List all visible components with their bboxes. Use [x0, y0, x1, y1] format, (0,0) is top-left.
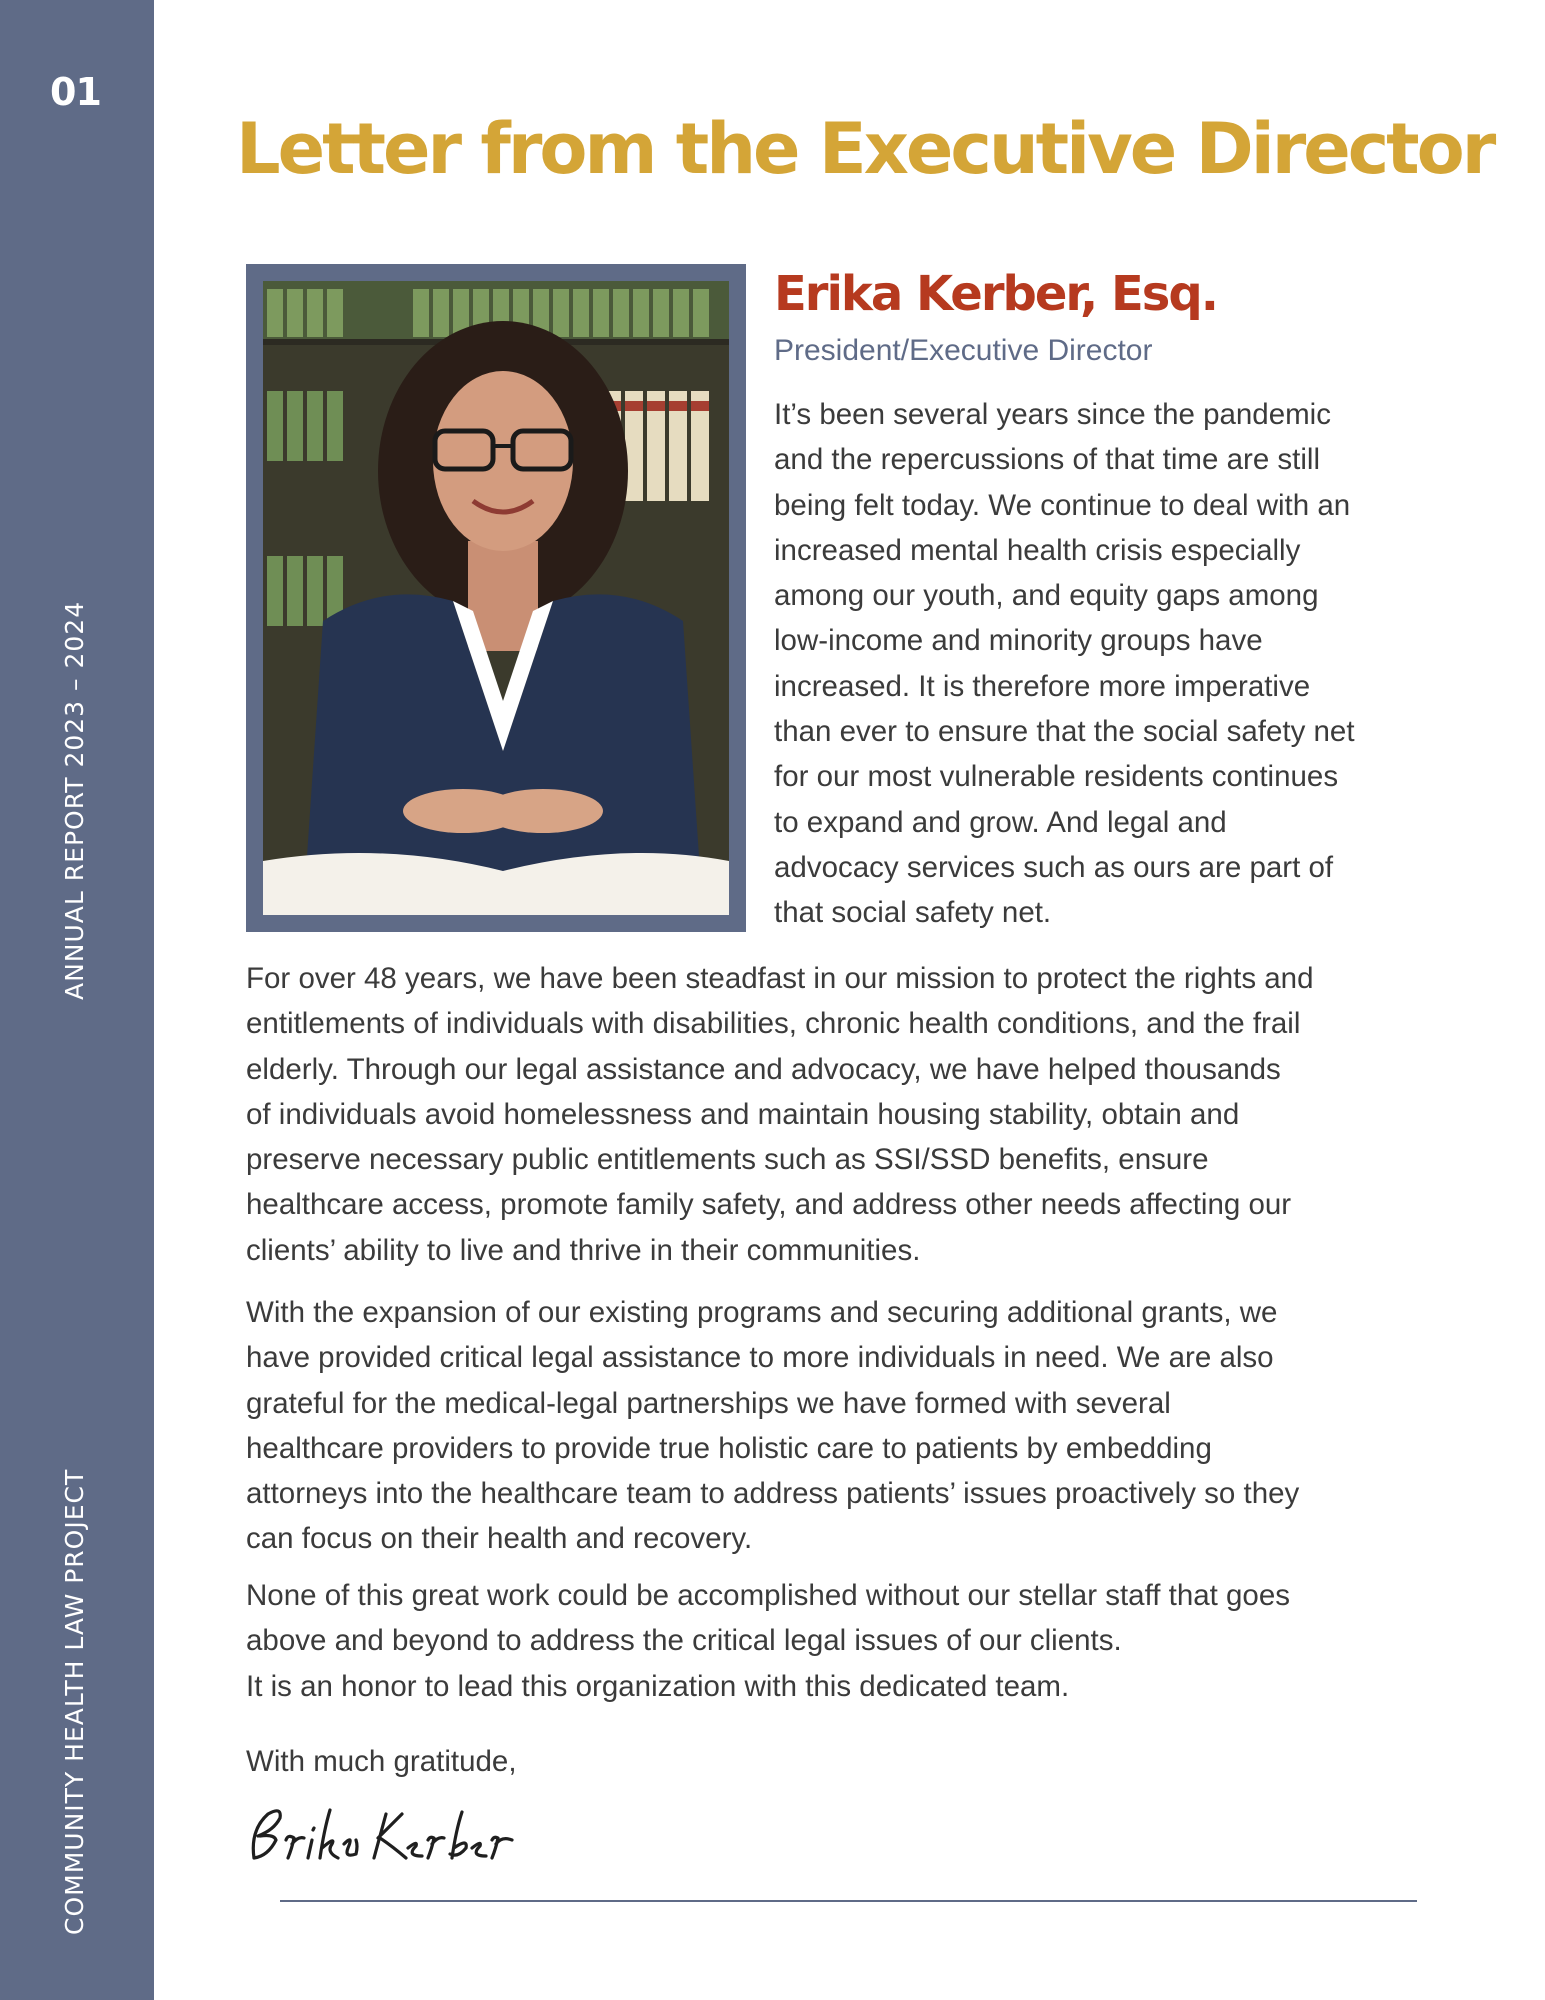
text-line: healthcare providers to provide true holistic care to patients by embedding — [246, 1431, 1212, 1465]
text-line: that social safety net. — [774, 896, 1052, 930]
text-line: have provided critical legal assistance to more individuals in need. We are also — [246, 1341, 1274, 1375]
text-line: advocacy services such as ours are part of — [774, 850, 1334, 884]
sidebar — [0, 0, 154, 2000]
text-line: grateful for the medical-legal partnerships we have formed with several — [246, 1386, 1171, 1420]
text-line: increased mental health crisis especially — [774, 533, 1301, 567]
text-line: preserve necessary public entitlements such as SSI/SSD benefits, ensure — [246, 1143, 1209, 1177]
text-line: clients’ ability to live and thrive in their communities. — [246, 1233, 921, 1267]
page-title: Letter from the Executive Director — [236, 108, 1494, 190]
text-line: than ever to ensure that the social safety net — [774, 715, 1355, 749]
text-line: With the expansion of our existing programs and securing additional grants, we — [246, 1296, 1278, 1329]
text-line: increased. It is therefore more imperative — [774, 669, 1311, 703]
organization-name: COMMUNITY HEALTH LAW PROJECT — [60, 1468, 89, 1935]
text-line: low-income and minority groups have — [774, 624, 1263, 658]
signature — [246, 1800, 526, 1870]
text-line: It’s been several years since the pandemic — [774, 398, 1331, 431]
author-name: Erika Kerber, Esq. — [774, 266, 1217, 322]
footer-divider — [280, 1900, 1417, 1902]
text-line: It is an honor to lead this organization with this dedicated team. — [246, 1669, 1070, 1703]
letter-paragraph-4 — [246, 1573, 1486, 1709]
portrait-photo — [263, 281, 729, 915]
text-line: of individuals avoid homelessness and maintain housing stability, obtain and — [246, 1097, 1240, 1131]
text-line: healthcare access, promote family safety, and address other needs affecting our — [246, 1188, 1292, 1222]
text-line: above and beyond to address the critical legal issues of our clients. — [246, 1624, 1122, 1658]
text-line: among our youth, and equity gaps among — [774, 579, 1319, 613]
portrait-frame — [246, 264, 746, 932]
text-line: For over 48 years, we have been steadfast in our mission to protect the rights and — [246, 962, 1314, 995]
author-role: President/Executive Director — [774, 334, 1153, 367]
text-line: for our most vulnerable residents continues — [774, 760, 1339, 794]
closing-line: With much gratitude, — [246, 1745, 517, 1778]
letter-paragraph-3 — [246, 1290, 1486, 1562]
text-line: and the repercussions of that time are still — [774, 443, 1321, 477]
letter-paragraph-2 — [246, 956, 1486, 1273]
text-line: attorneys into the healthcare team to address patients’ issues proactively so they — [246, 1477, 1300, 1511]
text-line: elderly. Through our legal assistance and advocacy, we have helped thousands — [246, 1052, 1281, 1086]
text-line: being felt today. We continue to deal with an — [774, 488, 1351, 522]
text-line: to expand and grow. And legal and — [774, 805, 1227, 839]
letter-paragraph-1 — [774, 392, 1494, 936]
text-line: entitlements of individuals with disabilities, chronic health conditions, and the frail — [246, 1007, 1301, 1041]
page-number: 01 — [50, 70, 101, 114]
report-label: ANNUAL REPORT 2023 – 2024 — [60, 600, 89, 1000]
text-line: None of this great work could be accomplished without our stellar staff that goes — [246, 1579, 1290, 1612]
text-line: can focus on their health and recovery. — [246, 1522, 753, 1556]
